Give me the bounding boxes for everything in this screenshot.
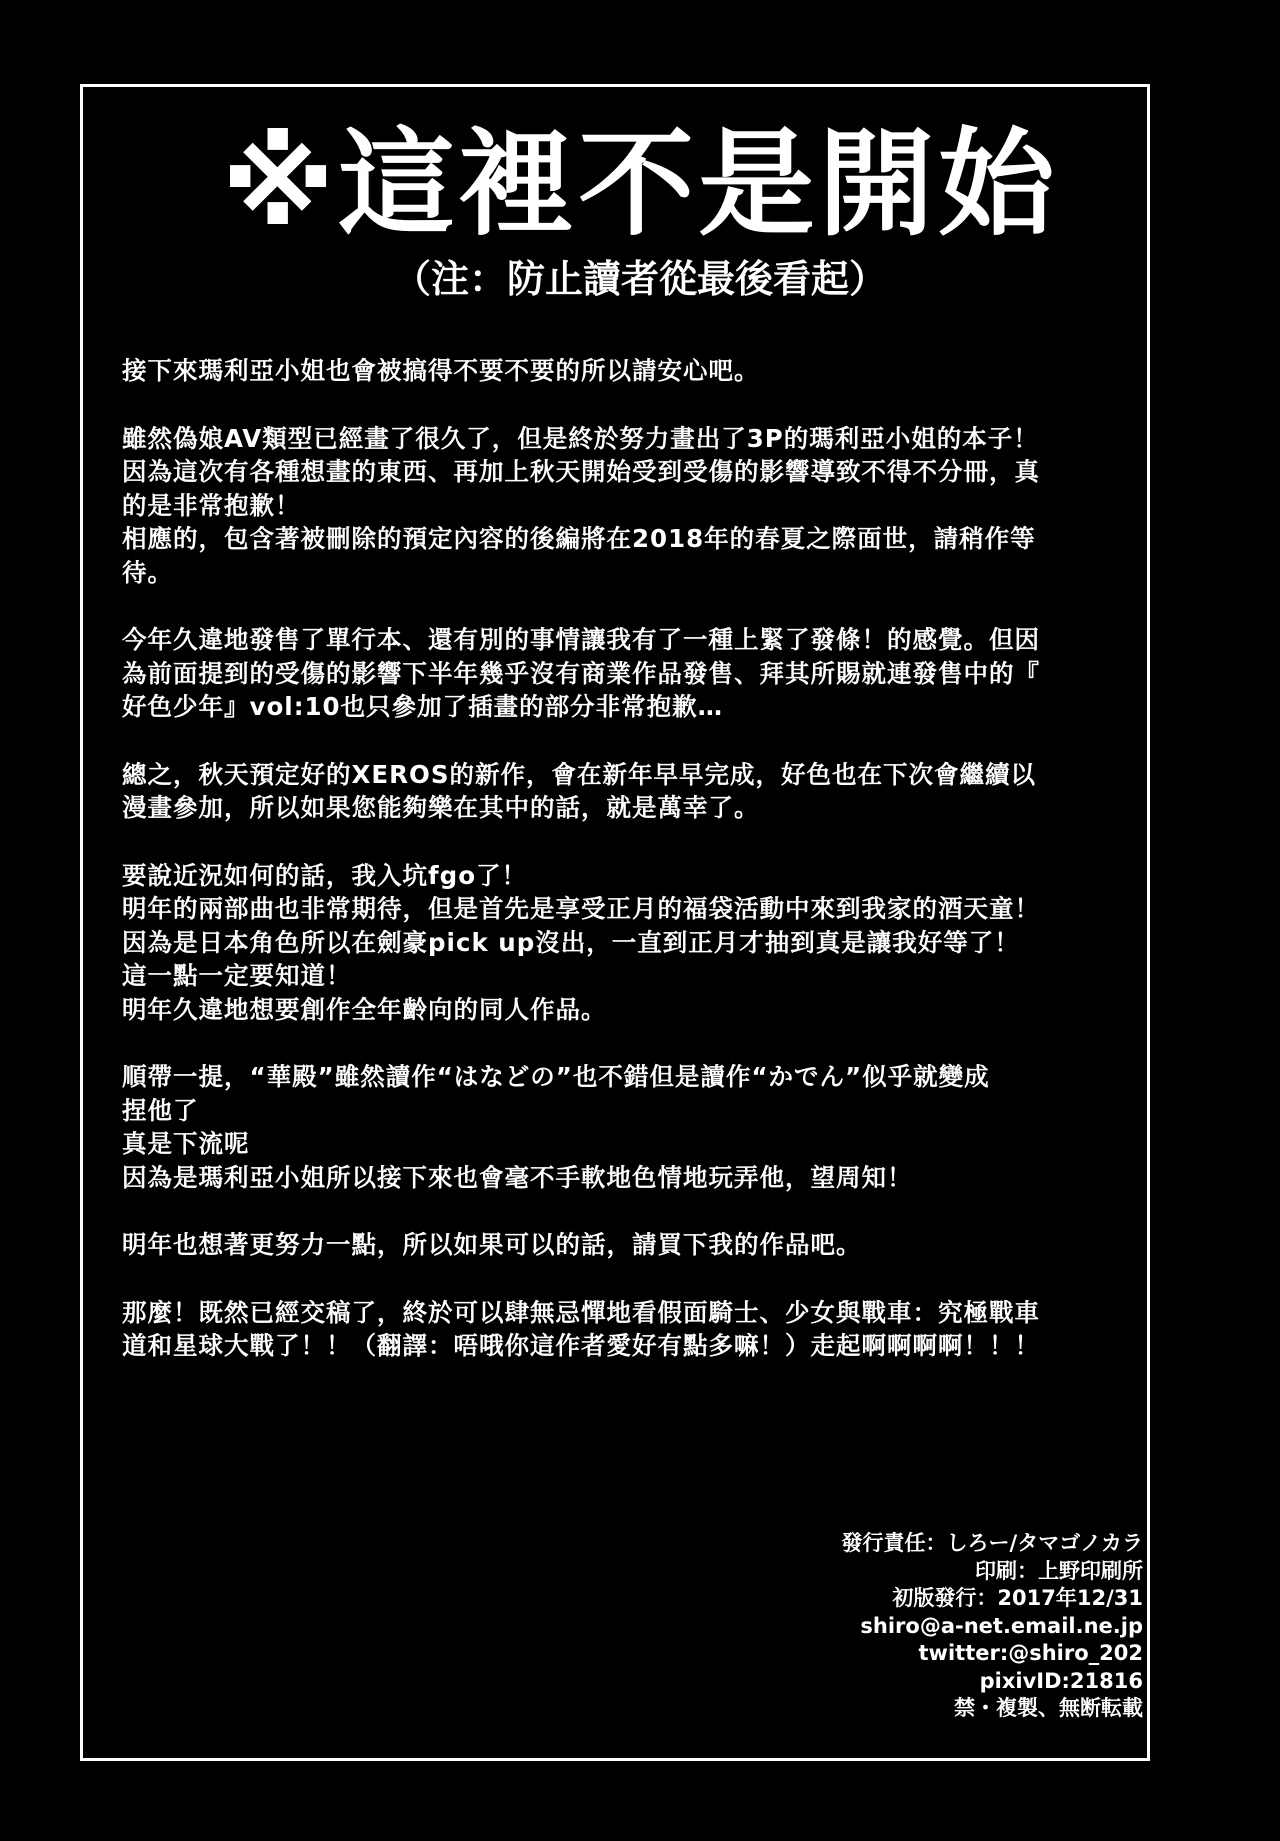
- paragraph: [122, 422, 1142, 590]
- text-line: 好色少年』vol:10也只參加了插畫的部分非常抱歉…: [122, 692, 724, 721]
- text-line: 因為是瑪利亞小姐所以接下來也會毫不手軟地色情地玩弄他，望周知！: [122, 1162, 913, 1192]
- text-line: 順帶一提，“華殿”雖然讀作“はなどの”也不錯但是讀作“かでん”似乎就變成: [122, 1062, 990, 1091]
- colophon: [842, 1530, 1143, 1723]
- text-line: 雖然偽娘AV類型已經畫了很久了，但是終於努力畫出了3P的瑪利亞小姐的本子！: [122, 423, 1039, 453]
- text-line: 因為這次有各種想畫的東西、再加上秋天開始受到受傷的影響導致不得不分冊，真: [122, 457, 1040, 486]
- text-line: 為前面提到的受傷的影響下半年幾乎沒有商業作品發售、拜其所賜就連發售中的『: [122, 658, 1040, 688]
- page-subtitle: （注：防止讀者從最後看起）: [392, 257, 887, 301]
- text-line: 待。: [122, 557, 173, 587]
- text-line: 明年也想著更努力一點，所以如果可以的話，請買下我的作品吧。: [122, 1230, 862, 1259]
- text-line: 今年久違地發售了單行本、還有別的事情讓我有了一種上緊了發條！的感覺。但因: [122, 625, 1040, 654]
- colophon-email: shiro@a-net.email.ne.jp: [860, 1613, 1143, 1638]
- text-line: 明年久違地想要創作全年齡向的同人作品。: [122, 994, 607, 1024]
- afterword-body: [122, 354, 1142, 1397]
- text-line: 接下來瑪利亞小姐也會被搞得不要不要的所以請安心吧。: [122, 356, 760, 385]
- text-line: 因為是日本角色所以在劍豪pick up沒出，一直到正月才抽到真是讓我好等了！: [122, 927, 1020, 957]
- text-line: 那麼！既然已經交稿了，終於可以肆無忌憚地看假面騎士、少女與戰車：究極戰車: [122, 1297, 1040, 1327]
- paragraph: [122, 354, 1142, 388]
- colophon-pixiv: pixivID:21816: [979, 1668, 1143, 1693]
- paragraph: [122, 1060, 1142, 1194]
- colophon-twitter: twitter:@shiro_202: [918, 1641, 1143, 1665]
- paragraph: [122, 1296, 1142, 1363]
- page-title: ※這裡不是開始: [221, 117, 1059, 252]
- text-line: 真是下流呢: [122, 1129, 250, 1158]
- colophon-publisher: 發行責任：しろー/タマゴノカラ: [841, 1531, 1143, 1555]
- paragraph: [122, 1228, 1142, 1262]
- text-line: 漫畫參加，所以如果您能夠樂在其中的話，就是萬幸了。: [122, 793, 760, 822]
- text-line: 的是非常抱歉！: [122, 490, 301, 520]
- paragraph: [122, 623, 1142, 724]
- text-line: 相應的，包含著被刪除的預定內容的後編將在2018年的春夏之際面世，請稍作等: [122, 524, 1036, 553]
- text-line: 道和星球大戰了！！（翻譯：唔哦你這作者愛好有點多嘛！）走起啊啊啊啊！！！: [122, 1331, 1040, 1360]
- text-line: 要說近況如何的話，我入坑fgo了！: [122, 860, 528, 890]
- text-line: 捏他了: [122, 1095, 199, 1125]
- colophon-first-edition: 初版發行：2017年12/31: [892, 1586, 1143, 1610]
- colophon-printer: 印刷：上野印刷所: [975, 1558, 1143, 1583]
- colophon-copyright-notice: 禁・複製、無断転載: [954, 1696, 1143, 1720]
- text-line: 總之，秋天預定好的XEROS的新作，會在新年早早完成，好色也在下次會繼續以: [122, 759, 1036, 789]
- text-line: 這一點一定要知道！: [122, 961, 352, 990]
- paragraph: [122, 859, 1142, 1027]
- text-line: 明年的兩部曲也非常期待，但是首先是享受正月的福袋活動中來到我家的酒天童！: [122, 894, 1040, 923]
- paragraph: [122, 758, 1142, 825]
